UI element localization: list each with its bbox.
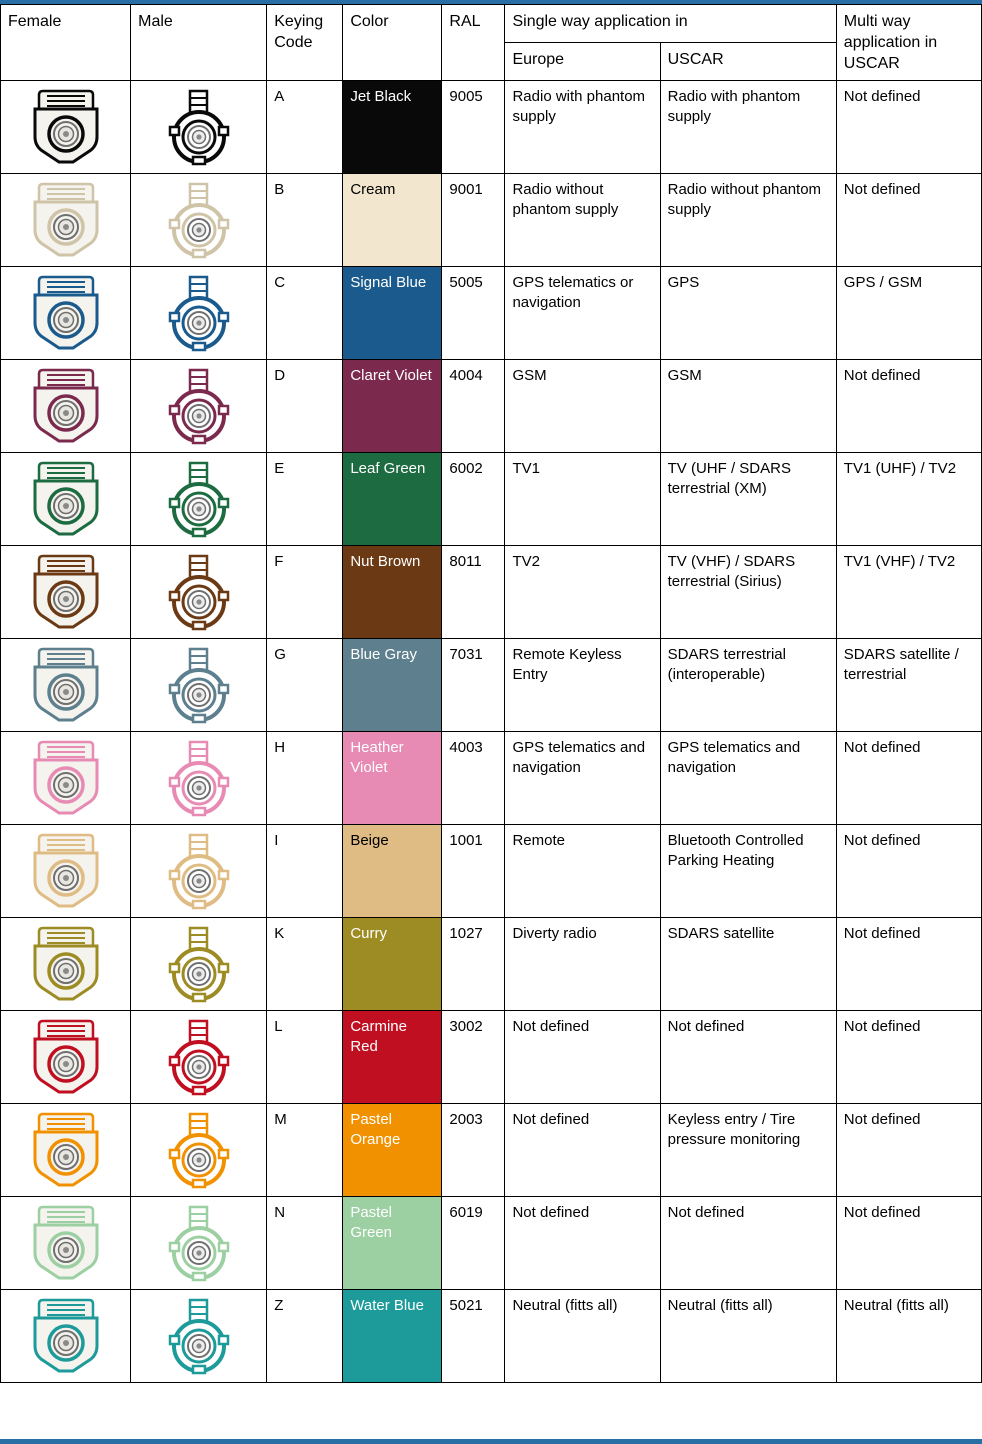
multiway-application-cell: SDARS satellite / terrestrial (836, 639, 981, 732)
color-swatch-cell: Blue Gray (343, 639, 442, 732)
header-ral: RAL (442, 5, 505, 81)
header-europe: Europe (505, 43, 660, 81)
female-symbol-cell (1, 825, 131, 918)
male-connector-icon (162, 645, 236, 725)
europe-application-cell: TV2 (505, 546, 660, 639)
uscar-application-cell: GPS telematics and navigation (660, 732, 836, 825)
ral-cell: 9001 (442, 174, 505, 267)
table-row (1, 1104, 982, 1197)
uscar-application-cell: Radio without phantom supply (660, 174, 836, 267)
male-symbol-cell (131, 546, 267, 639)
table-row (1, 453, 982, 546)
ral-cell: 6019 (442, 1197, 505, 1290)
male-symbol-cell (131, 918, 267, 1011)
multiway-application-cell: TV1 (VHF) / TV2 (836, 546, 981, 639)
male-connector-icon (162, 1110, 236, 1190)
uscar-application-cell: SDARS terrestrial (interoperable) (660, 639, 836, 732)
female-connector-icon (25, 1203, 107, 1283)
female-connector-icon (25, 1017, 107, 1097)
male-symbol-cell (131, 81, 267, 174)
keying-code-cell: C (267, 267, 343, 360)
ral-cell: 6002 (442, 453, 505, 546)
female-connector-icon (25, 738, 107, 818)
europe-application-cell: Neutral (fitts all) (505, 1290, 660, 1383)
female-symbol-cell (1, 453, 131, 546)
color-swatch-cell: Beige (343, 825, 442, 918)
keying-code-cell: N (267, 1197, 343, 1290)
multiway-application-cell: Not defined (836, 732, 981, 825)
keying-code-cell: K (267, 918, 343, 1011)
female-connector-icon (25, 645, 107, 725)
keying-code-cell: A (267, 81, 343, 174)
color-swatch-cell: Signal Blue (343, 267, 442, 360)
europe-application-cell: Not defined (505, 1011, 660, 1104)
header-single-way: Single way application in (505, 5, 836, 43)
male-symbol-cell (131, 732, 267, 825)
europe-application-cell: Not defined (505, 1104, 660, 1197)
table-body (1, 81, 982, 1383)
uscar-application-cell: TV (UHF / SDARS terrestrial (XM) (660, 453, 836, 546)
header-multi-way: Multi way application in USCAR (836, 5, 981, 81)
ral-cell: 9005 (442, 81, 505, 174)
color-swatch-cell: Heather Violet (343, 732, 442, 825)
male-connector-icon (162, 1017, 236, 1097)
europe-application-cell: Not defined (505, 1197, 660, 1290)
europe-application-cell: GSM (505, 360, 660, 453)
ral-cell: 1001 (442, 825, 505, 918)
europe-application-cell: Remote Keyless Entry (505, 639, 660, 732)
multiway-application-cell: Not defined (836, 174, 981, 267)
table-row (1, 1290, 982, 1383)
uscar-application-cell: Bluetooth Controlled Parking Heating (660, 825, 836, 918)
male-symbol-cell (131, 1197, 267, 1290)
male-symbol-cell (131, 360, 267, 453)
female-symbol-cell (1, 546, 131, 639)
male-symbol-cell (131, 267, 267, 360)
multiway-application-cell: Not defined (836, 825, 981, 918)
ral-cell: 1027 (442, 918, 505, 1011)
female-connector-icon (25, 180, 107, 260)
table-row (1, 825, 982, 918)
multiway-application-cell: TV1 (UHF) / TV2 (836, 453, 981, 546)
ral-cell: 4004 (442, 360, 505, 453)
male-connector-icon (162, 552, 236, 632)
male-symbol-cell (131, 825, 267, 918)
color-swatch-cell: Carmine Red (343, 1011, 442, 1104)
male-symbol-cell (131, 639, 267, 732)
female-connector-icon (25, 273, 107, 353)
uscar-application-cell: SDARS satellite (660, 918, 836, 1011)
male-connector-icon (162, 1296, 236, 1376)
male-connector-icon (162, 831, 236, 911)
ral-cell: 5021 (442, 1290, 505, 1383)
table-row (1, 918, 982, 1011)
male-symbol-cell (131, 1290, 267, 1383)
female-symbol-cell (1, 639, 131, 732)
female-symbol-cell (1, 1104, 131, 1197)
color-swatch-cell: Curry (343, 918, 442, 1011)
color-swatch-cell: Leaf Green (343, 453, 442, 546)
multiway-application-cell: Not defined (836, 1011, 981, 1104)
female-symbol-cell (1, 1011, 131, 1104)
uscar-application-cell: GSM (660, 360, 836, 453)
header-color: Color (343, 5, 442, 81)
female-symbol-cell (1, 1197, 131, 1290)
male-connector-icon (162, 738, 236, 818)
female-symbol-cell (1, 174, 131, 267)
color-swatch-cell: Pastel Green (343, 1197, 442, 1290)
multiway-application-cell: Neutral (fitts all) (836, 1290, 981, 1383)
female-symbol-cell (1, 732, 131, 825)
uscar-application-cell: GPS (660, 267, 836, 360)
uscar-application-cell: Neutral (fitts all) (660, 1290, 836, 1383)
keying-code-cell: D (267, 360, 343, 453)
multiway-application-cell: GPS / GSM (836, 267, 981, 360)
table-header (1, 5, 982, 81)
color-swatch-cell: Cream (343, 174, 442, 267)
europe-application-cell: GPS telematics or navigation (505, 267, 660, 360)
table-row (1, 732, 982, 825)
header-keying-code: Keying Code (267, 5, 343, 81)
table-row (1, 267, 982, 360)
header-female: Female (1, 5, 131, 81)
female-connector-icon (25, 459, 107, 539)
keying-code-cell: H (267, 732, 343, 825)
table-row (1, 1197, 982, 1290)
female-connector-icon (25, 87, 107, 167)
color-swatch-cell: Claret Violet (343, 360, 442, 453)
europe-application-cell: TV1 (505, 453, 660, 546)
table-row (1, 1011, 982, 1104)
keying-code-cell: I (267, 825, 343, 918)
europe-application-cell: Remote (505, 825, 660, 918)
ral-cell: 4003 (442, 732, 505, 825)
multiway-application-cell: Not defined (836, 1104, 981, 1197)
female-symbol-cell (1, 360, 131, 453)
female-symbol-cell (1, 918, 131, 1011)
female-connector-icon (25, 831, 107, 911)
male-connector-icon (162, 180, 236, 260)
uscar-application-cell: Not defined (660, 1197, 836, 1290)
table-row (1, 360, 982, 453)
uscar-application-cell: Keyless entry / Tire pressure monitoring (660, 1104, 836, 1197)
ral-cell: 8011 (442, 546, 505, 639)
header-row (1, 5, 982, 43)
table-row (1, 546, 982, 639)
bottom-accent-rule (0, 1439, 982, 1444)
table-row (1, 81, 982, 174)
male-symbol-cell (131, 174, 267, 267)
keying-code-cell: L (267, 1011, 343, 1104)
table-row (1, 174, 982, 267)
female-symbol-cell (1, 1290, 131, 1383)
female-connector-icon (25, 924, 107, 1004)
female-symbol-cell (1, 81, 131, 174)
male-connector-icon (162, 366, 236, 446)
male-connector-icon (162, 87, 236, 167)
color-swatch-cell: Water Blue (343, 1290, 442, 1383)
multiway-application-cell: Not defined (836, 1197, 981, 1290)
europe-application-cell: Diverty radio (505, 918, 660, 1011)
female-connector-icon (25, 1110, 107, 1190)
ral-cell: 2003 (442, 1104, 505, 1197)
ral-cell: 5005 (442, 267, 505, 360)
male-symbol-cell (131, 453, 267, 546)
keying-code-cell: F (267, 546, 343, 639)
female-connector-icon (25, 366, 107, 446)
color-swatch-cell: Pastel Orange (343, 1104, 442, 1197)
female-connector-icon (25, 1296, 107, 1376)
keying-code-cell: M (267, 1104, 343, 1197)
male-connector-icon (162, 459, 236, 539)
male-symbol-cell (131, 1011, 267, 1104)
fakra-coding-table (0, 4, 982, 1383)
header-male: Male (131, 5, 267, 81)
color-swatch-cell: Nut Brown (343, 546, 442, 639)
female-connector-icon (25, 552, 107, 632)
ral-cell: 3002 (442, 1011, 505, 1104)
male-connector-icon (162, 1203, 236, 1283)
europe-application-cell: Radio with phantom supply (505, 81, 660, 174)
keying-code-cell: G (267, 639, 343, 732)
female-symbol-cell (1, 267, 131, 360)
uscar-application-cell: TV (VHF) / SDARS terrestrial (Sirius) (660, 546, 836, 639)
keying-code-cell: E (267, 453, 343, 546)
europe-application-cell: GPS telematics and navigation (505, 732, 660, 825)
uscar-application-cell: Not defined (660, 1011, 836, 1104)
multiway-application-cell: Not defined (836, 81, 981, 174)
male-connector-icon (162, 273, 236, 353)
keying-code-cell: Z (267, 1290, 343, 1383)
table-row (1, 639, 982, 732)
ral-cell: 7031 (442, 639, 505, 732)
male-connector-icon (162, 924, 236, 1004)
multiway-application-cell: Not defined (836, 918, 981, 1011)
male-symbol-cell (131, 1104, 267, 1197)
uscar-application-cell: Radio with phantom supply (660, 81, 836, 174)
color-swatch-cell: Jet Black (343, 81, 442, 174)
europe-application-cell: Radio without phantom supply (505, 174, 660, 267)
multiway-application-cell: Not defined (836, 360, 981, 453)
header-uscar: USCAR (660, 43, 836, 81)
keying-code-cell: B (267, 174, 343, 267)
